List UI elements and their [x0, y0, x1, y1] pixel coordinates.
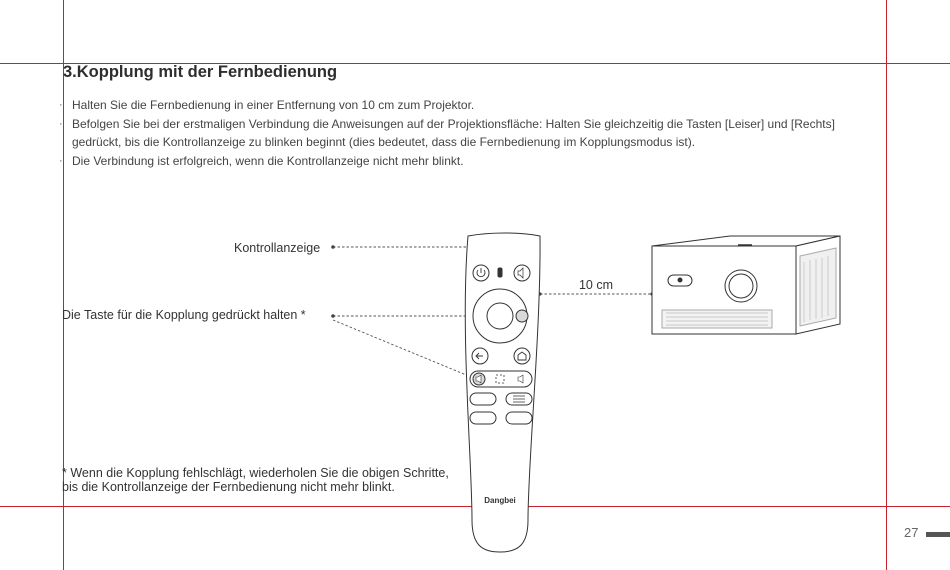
indicator-light [498, 268, 502, 277]
page-bar [926, 532, 950, 537]
side-grille [800, 248, 836, 326]
callout-dot-pair [331, 314, 335, 318]
list-item: · Die Verbindung ist erfolgreich, wenn die Kontrollanzeige nicht mehr blinkt. [59, 153, 464, 168]
list-item: · Befolgen Sie bei der erstmaligen Verbindung die Anweisungen auf der Projektionsfläche: Halten Sie gleichzeitig die Tasten [Leiser] und [Rechts] gedrückt, bis die Kontrollanzeige zu blinken beginnt (dies bedeutet, dass die Fernbedienung im Kopplungsmodus ist). [59, 116, 835, 149]
list-item: · Halten Sie die Fernbedienung in einer Entfernung von 10 cm zum Projektor. [59, 98, 475, 112]
list-item-text: Die Verbindung ist erfolgreich, wenn die Kontrollanzeige nicht mehr blinkt. [72, 153, 464, 168]
projector [652, 236, 840, 334]
callout-dot-indicator [331, 245, 335, 249]
callout-line-pair-volume [333, 320, 476, 379]
list-item-text: Halten Sie die Fernbedienung in einer Entfernung von 10 cm zum Projektor. [72, 98, 475, 112]
list-item-text: Befolgen Sie bei der erstmaligen Verbindung die Anweisungen auf der Projektionsfläche: Halten Sie gleichzeitig die Tasten [Leiser] und [Rechts] gedrückt, bis die Kontrollanzeige zu blinken beginnt (dies bedeutet, dass die Fernbedienung im Kopplungsmodus ist). [72, 116, 835, 149]
shortcut-button-1 [470, 393, 496, 405]
shortcut-button-2 [470, 412, 496, 424]
remote-brand-logo: Dangbei [484, 496, 516, 505]
page-number: 27 [904, 525, 919, 540]
callout-indicator-label: Kontrollanzeige [234, 241, 321, 255]
callout-pair-keys-label: Die Taste für die Kopplung gedrückt halten * [62, 308, 306, 322]
shortcut-button-3 [506, 412, 532, 424]
section-title: 3.Kopplung mit der Fernbedienung [63, 63, 338, 81]
lens-inner [729, 274, 753, 298]
distance-label: 10 cm [578, 278, 614, 292]
footnote: * Wenn die Kopplung fehlschlägt, wiederholen Sie die obigen Schritte, bis die Kontrollanzeige der Fernbedienung nicht mehr blinkt. [62, 466, 449, 494]
ok-button [487, 303, 513, 329]
right-key-highlight [516, 310, 528, 322]
